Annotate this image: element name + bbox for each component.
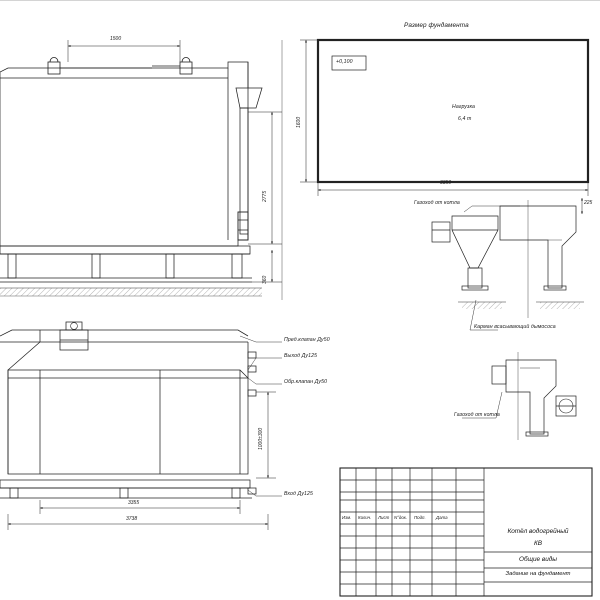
dim-label-3355: 3355: [128, 500, 140, 506]
stamp-col-kolich: Колич.: [358, 515, 372, 520]
side-view-outline: [0, 62, 262, 246]
side-view-base: [0, 246, 252, 282]
stamp-col-podp: Подп.: [414, 515, 426, 520]
annotation-check-valve: Обр.клапан Ду50: [284, 379, 328, 385]
dim-label-2775: 2775: [262, 190, 268, 202]
annotation-safety-valve: Пред.клапан Ду50: [284, 337, 330, 343]
plan-view-leaders: [240, 336, 282, 496]
dim-label-1000-300: 1000±300: [258, 427, 264, 450]
annotation-outlet: Выход Ду125: [284, 353, 318, 359]
stamp-col-izm: Изм.: [342, 515, 352, 520]
stamp-line-2: КВ: [533, 540, 543, 547]
annotation-gas-duct-lower: Газоход от котла: [454, 412, 500, 418]
dim-label-3738: 3738: [126, 516, 138, 522]
annotation-inlet: Вход Ду125: [284, 491, 313, 497]
load-label: Нагрузка: [452, 104, 476, 110]
side-view-lugs: [48, 58, 192, 75]
dim-label-1500: 1500: [110, 36, 122, 42]
load-value: 6,4 т: [458, 116, 472, 122]
dim-label-360: 360: [262, 275, 268, 284]
ground-hatch-upper: [0, 288, 262, 296]
duct-view-lower: [462, 352, 576, 440]
elevation-mark: +0,100: [336, 59, 353, 65]
dim-1500: [68, 40, 180, 62]
dim-label-225: 225: [584, 200, 593, 206]
dim-2775: [248, 112, 282, 244]
dim-3738: [8, 514, 268, 530]
stamp-col-data: Дата: [436, 515, 448, 520]
annotation-gas-duct-upper: Газоход от котла: [414, 200, 460, 206]
dim-3355: [40, 500, 240, 514]
duct-view-upper: [432, 198, 584, 330]
stamp-line-1: Котёл водогрейный: [507, 528, 569, 535]
stamp-col-ndok: N°док.: [394, 515, 408, 520]
stamp-line-4: Задание на фундамент: [505, 571, 571, 577]
stamp-col-list: Лист: [378, 515, 390, 520]
dim-label-3350: 3350: [440, 180, 452, 186]
plan-view: [0, 322, 256, 498]
annotation-suction-pocket: Карман всасывающий дымососа: [474, 324, 556, 330]
stamp-line-3: Общие виды: [518, 556, 557, 563]
dim-label-1600: 1600: [296, 116, 302, 128]
foundation-title: Размер фундамента: [404, 22, 469, 29]
